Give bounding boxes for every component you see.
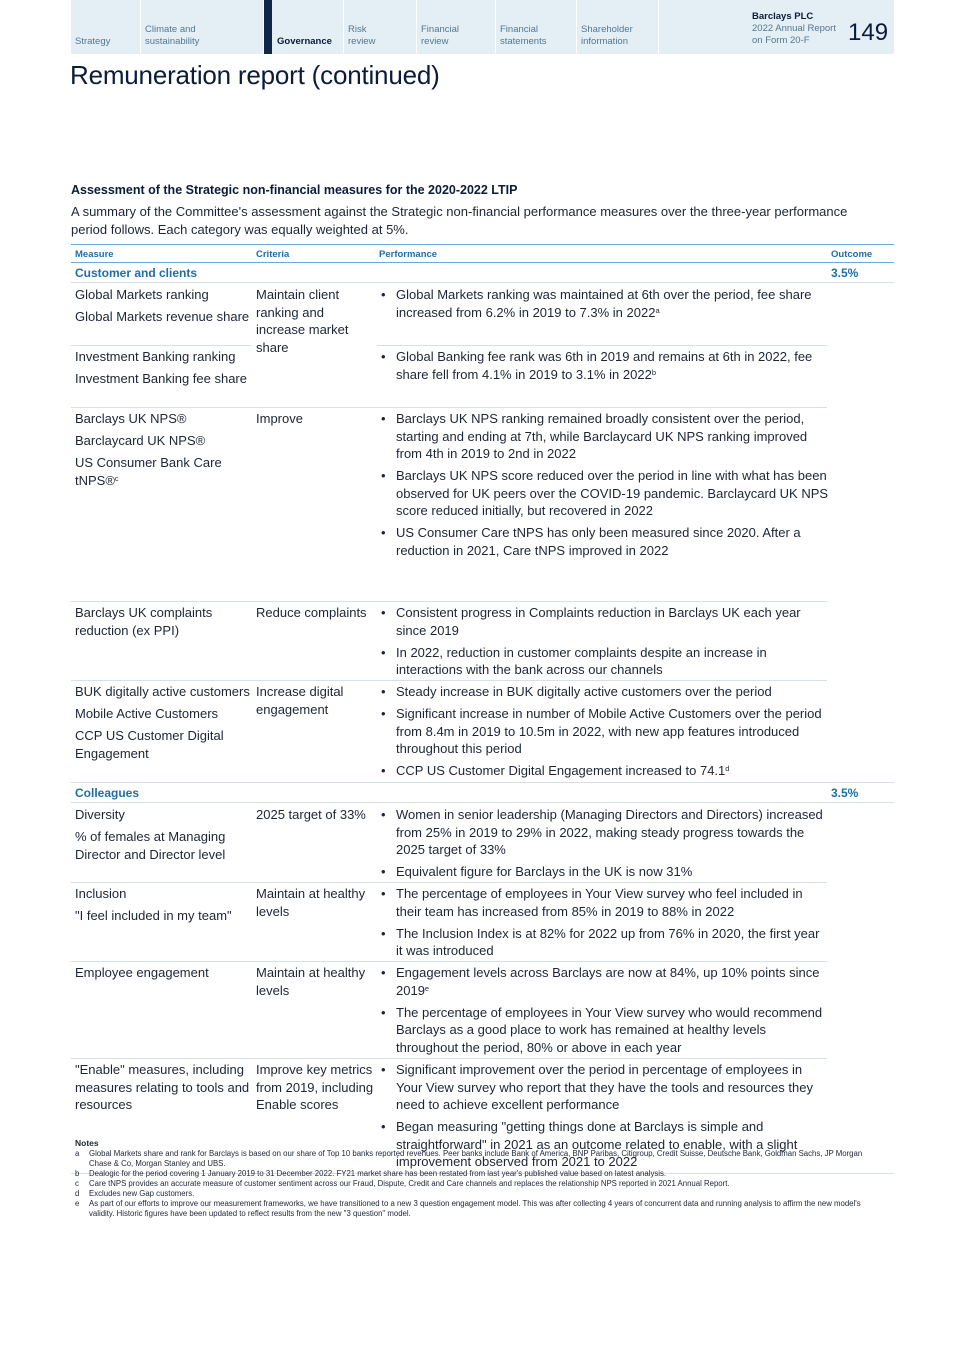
performance-cell <box>381 964 829 1061</box>
row-divider <box>251 882 377 883</box>
criteria-cell: Maintain client ranking and increase market share <box>256 287 349 355</box>
footnote-mark: a <box>655 305 660 315</box>
measure-text-inner: US Consumer Bank Care tNPS® <box>75 455 222 488</box>
nav-tab-financial-review[interactable] <box>417 0 496 54</box>
measure-text: Inclusion <box>75 886 127 901</box>
footnote-mark: d <box>725 764 730 773</box>
measure-text: Global Markets revenue share <box>75 309 250 324</box>
note-letter: e <box>75 1199 80 1208</box>
nav-tab-climate[interactable] <box>141 0 264 54</box>
measure-text: BUK digitally active customers <box>75 684 250 699</box>
performance-cell <box>381 604 829 683</box>
category-name: Colleagues <box>75 786 140 800</box>
performance-bullet: • Significant improvement over the period in percentage of employees in Your View survey who report that they have the tools and resources they need to achieve excellent performance <box>381 1061 829 1114</box>
nav-tab-strategy[interactable] <box>71 0 141 54</box>
performance-bullet: • Barclays UK NPS score reduced over the period in line with what has been observed for UK peers over the COVID-19 pandemic. Barclaycard UK NPS score reduced initially, but recovered in 2022 <box>381 467 829 520</box>
nav-tab-governance[interactable] <box>264 0 344 54</box>
nav-tab-label: Risk review <box>348 24 376 47</box>
nav-tab-label: Strategy <box>75 36 111 47</box>
criteria-cell: Maintain at healthy levels <box>256 886 366 919</box>
row-divider <box>377 345 827 346</box>
measure-text: Diversity <box>75 807 125 822</box>
category-outcome: 3.5% <box>831 786 859 800</box>
row-divider <box>71 1058 251 1059</box>
performance-bullet: • The percentage of employees in Your View survey who feel included in their team has increased from 85% in 2019 to 88% in 2022 <box>381 885 829 920</box>
row-divider <box>71 961 251 962</box>
performance-text: Global Banking fee rank was 6th in 2019 and remains at 6th in 2022, fee share fell from 4.1% in 2019 to 3.1% in 2022 <box>396 349 813 382</box>
footnote-mark: b <box>651 367 656 377</box>
report-name: 2022 Annual Report <box>752 23 836 34</box>
measure-text <box>75 454 251 489</box>
criteria-cell: Improve <box>256 411 303 426</box>
header-measure: Measure <box>75 249 114 260</box>
measure-text: Barclays UK complaints reduction (ex PPI) <box>75 605 213 638</box>
notes-title: Notes <box>75 1138 99 1148</box>
measure-cell <box>75 286 251 330</box>
performance-cell <box>381 410 829 564</box>
note-letter: a <box>75 1149 80 1158</box>
row-divider <box>71 882 251 883</box>
company-name: Barclays PLC <box>752 11 814 22</box>
note-item <box>75 1149 875 1169</box>
section-heading: Assessment of the Strategic non-financial measures for the 2020-2022 LTIP <box>71 183 518 197</box>
performance-bullet: • Significant increase in number of Mobile Active Customers over the period from 8.4m in 2019 to 10.5m in 2022, with new app features introduced throughout this period <box>381 705 829 758</box>
report-form: on Form 20-F <box>752 35 810 46</box>
note-text: As part of our efforts to improve our measurement frameworks, we have transitioned to a new 3 question engagement model. This was after collecting 4 years of concurrent data and running analysis to affirm the new model's validity. Historic figures have been updated to reflect results from the new "3 question" model. <box>89 1199 861 1218</box>
measure-cell <box>75 348 251 392</box>
note-text: Dealogic for the period covering 1 January 2019 to 31 December 2022. FY21 market share has been restated from last year's published value based on latest analysis. <box>89 1169 667 1178</box>
header-performance: Performance <box>379 249 438 260</box>
criteria-cell: 2025 target of 33% <box>256 807 366 822</box>
performance-bullet: • The percentage of employees in Your View survey who would recommend Barclays as a good place to work has remained at healthy levels throughout the period, 80% or above in each year <box>381 1004 829 1057</box>
measure-cell <box>75 1061 251 1118</box>
measure-text: Mobile Active Customers <box>75 706 219 721</box>
category-row-customer <box>71 263 894 283</box>
header-outcome: Outcome <box>831 249 873 260</box>
note-text: Care tNPS provides an accurate measure of customer sentiment across our Fraud, Dispute, Credit and Care channels and replaces the relationship NPS reported in 2021 Annual Report. <box>89 1179 730 1188</box>
category-outcome: 3.5% <box>831 266 859 280</box>
note-item <box>75 1179 875 1189</box>
criteria-cell: Maintain at healthy levels <box>256 965 366 998</box>
performance-bullet: • Equivalent figure for Barclays in the UK is now 31% <box>381 863 829 881</box>
row-divider <box>377 961 827 962</box>
measure-cell <box>75 806 251 868</box>
row-divider <box>71 680 251 681</box>
measure-text: Barclays UK NPS® <box>75 411 187 426</box>
performance-text: CCP US Customer Digital Engagement increased to 74.1 <box>396 763 726 778</box>
footnote-mark: c <box>114 473 119 483</box>
measure-cell <box>75 683 251 767</box>
nav-tab-label: Financial review <box>421 24 460 47</box>
performance-bullet: • The Inclusion Index is at 82% for 2022 up from 76% in 2020, the first year it was introduced <box>381 925 829 960</box>
performance-bullet <box>381 348 829 383</box>
measure-text: CCP US Customer Digital Engagement <box>75 728 224 761</box>
measure-text: % of females at Managing Director and Director level <box>75 829 226 862</box>
table-header <box>71 244 894 263</box>
nav-tab-label: Financial statements <box>500 24 547 47</box>
page-title: Remuneration report (continued) <box>70 60 440 90</box>
nav-tab-label: Climate and sustainability <box>145 24 200 47</box>
note-item <box>75 1199 875 1219</box>
nav-tab-financial-statements[interactable] <box>496 0 577 54</box>
performance-cell <box>381 885 829 964</box>
nav-tab-risk-review[interactable] <box>344 0 417 54</box>
note-letter: b <box>75 1169 80 1178</box>
colleague-rows <box>71 803 894 1174</box>
performance-cell <box>381 683 829 784</box>
row-divider <box>377 601 827 602</box>
row-divider <box>251 680 377 681</box>
performance-bullet: • Barclays UK NPS ranking remained broadly consistent over the period, starting and ending at 7th, while Barclaycard UK NPS ranking improved from 4th in 2019 to 2nd in 2022 <box>381 410 829 463</box>
performance-bullet: • In 2022, reduction in customer complaints despite an increase in interactions with the bank across our channels <box>381 644 829 679</box>
measure-text: Investment Banking ranking <box>75 349 236 364</box>
performance-bullet <box>381 964 829 999</box>
measure-text: "I feel included in my team" <box>75 908 232 923</box>
report-identity <box>752 11 836 47</box>
performance-bullet: • Began measuring "getting things done at Barclays is simple and straightforward" in 2021 as an outcome related to enable, with a slight improvement observed from 2021 to 2022 <box>381 1118 829 1171</box>
row-divider <box>251 407 377 408</box>
note-text: Excludes new Gap customers. <box>89 1189 195 1198</box>
measure-cell <box>75 410 251 494</box>
note-item <box>75 1169 875 1179</box>
note-text: Global Markets share and rank for Barclays is based on our share of Top 10 banks reported revenues. Peer banks include Bank of America, BNP Paribas, Citigroup, Credit Suisse, Deutsche Bank, Goldman Sachs, JP Morgan Chase & Co, Morgan Stanley and UBS. <box>89 1149 863 1168</box>
row-divider <box>71 601 251 602</box>
footnote-mark: e <box>424 983 430 993</box>
criteria-cell: Reduce complaints <box>256 605 367 620</box>
row-divider <box>251 601 377 602</box>
performance-cell <box>381 806 829 885</box>
measure-cell <box>75 964 251 986</box>
measure-text: Employee engagement <box>75 965 209 980</box>
section-intro: A summary of the Committee's assessment against the Strategic non-financial performance measures over the three-year performance period follows. Each category was equally weighted at 5%. <box>71 204 848 237</box>
performance-text: Engagement levels across Barclays are now at 84%, up 10% points since 2019 <box>396 965 820 998</box>
assessment-table <box>71 244 894 1174</box>
measure-cell <box>75 604 251 644</box>
measure-cell <box>75 885 251 929</box>
nav-tab-label: Shareholder information <box>581 24 633 47</box>
performance-bullet: • Consistent progress in Complaints reduction in Barclays UK each year since 2019 <box>381 604 829 639</box>
nav-tab-shareholder-information[interactable] <box>577 0 659 54</box>
note-letter: c <box>75 1179 79 1188</box>
performance-bullet <box>381 286 829 321</box>
category-name: Customer and clients <box>75 266 198 280</box>
performance-bullet: • Women in senior leadership (Managing Directors and Directors) increased from 25% in 2019 to 29% in 2022, making steady progress towards the 2025 target of 33% <box>381 806 829 859</box>
row-divider <box>377 680 827 681</box>
row-divider <box>377 407 827 408</box>
category-row-colleagues <box>71 783 894 803</box>
customer-rows <box>71 283 894 778</box>
row-divider <box>377 882 827 883</box>
measure-text: Global Markets ranking <box>75 287 209 302</box>
row-divider <box>71 345 251 346</box>
performance-text: Global Markets ranking was maintained at 6th over the period, fee share increased from 6.2% in 2019 to 7.3% in 2022 <box>396 287 812 320</box>
note-item <box>75 1189 875 1199</box>
performance-bullet: • Steady increase in BUK digitally active customers over the period <box>381 683 829 701</box>
measure-text: Investment Banking fee share <box>75 371 247 386</box>
criteria-cell: Improve key metrics from 2019, including Enable scores <box>256 1062 374 1112</box>
page-number: 149 <box>848 19 889 46</box>
measure-text: "Enable" measures, including measures relating to tools and resources <box>75 1062 250 1112</box>
row-divider <box>71 407 251 408</box>
row-divider <box>377 1058 827 1059</box>
criteria-cell: Increase digital engagement <box>256 684 344 717</box>
performance-bullet <box>381 762 829 780</box>
nav-tab-label: Governance <box>277 36 332 47</box>
measure-text: Barclaycard UK NPS® <box>75 433 206 448</box>
notes <box>75 1138 875 1219</box>
performance-bullet: • US Consumer Care tNPS has only been measured since 2020. After a reduction in 2021, Care tNPS improved in 2022 <box>381 524 829 559</box>
header-criteria: Criteria <box>256 249 290 260</box>
note-letter: d <box>75 1189 80 1198</box>
performance-cell <box>381 348 829 388</box>
performance-cell <box>381 286 829 326</box>
row-divider <box>251 961 377 962</box>
row-divider <box>251 1058 377 1059</box>
